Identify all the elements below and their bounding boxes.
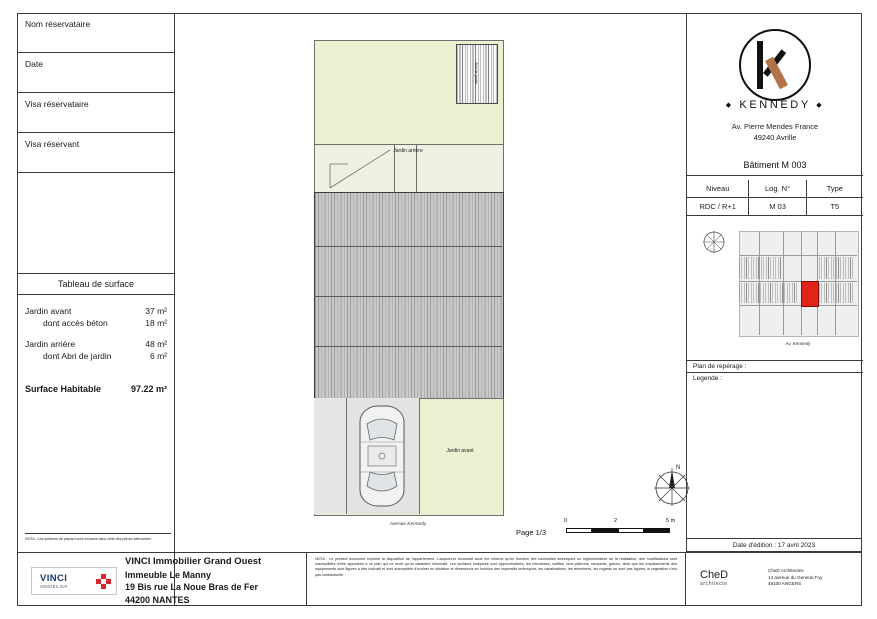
developer-name: VINCI Immobilier Grand Ouest <box>125 556 262 567</box>
street-label: Avenue Kennedy <box>389 522 427 527</box>
highlighted-lot-marker <box>801 281 819 307</box>
field-label: Date <box>25 59 43 69</box>
field-visa-reservant[interactable] <box>17 133 175 173</box>
scale-label-mid: 2 <box>614 518 618 524</box>
field-label: Nom réservataire <box>25 19 91 29</box>
surface-row-value: 6 m² <box>150 351 167 361</box>
location-mini-plan <box>739 223 857 343</box>
field-label: Visa réservataire <box>25 99 89 109</box>
surface-total-label: Surface Habitable <box>25 384 102 394</box>
front-left-strip <box>314 398 347 514</box>
scale-bar <box>566 520 686 540</box>
svg-text:N: N <box>676 465 681 471</box>
vinci-logo <box>31 567 117 595</box>
lot-info-table <box>687 180 863 216</box>
surface-total-row <box>25 384 167 394</box>
architect-name: CheD Architectes <box>768 568 804 573</box>
location-plan-label: Plan de repérage : <box>693 363 747 370</box>
diamond-icon: ◆ <box>725 102 734 110</box>
developer-line-2: 19 Bis rue La Noue Bras de Fer <box>125 582 259 592</box>
cell-logement: M 03 <box>749 198 806 216</box>
surface-table <box>17 273 175 394</box>
field-visa-reservataire[interactable] <box>17 93 175 133</box>
ched-logo-name: CheD <box>700 569 729 581</box>
left-nota-text: NOTA : Les surfaces de placard sont incluses dans celle des pièces attenantes. <box>25 533 171 542</box>
developer-line-1: Immeuble Le Manny <box>125 569 212 580</box>
legal-notice-block <box>307 553 686 606</box>
scale-label-0: 0 <box>564 518 568 524</box>
header-niveau: Niveau <box>687 180 749 198</box>
divider <box>687 372 863 373</box>
table-header-row <box>687 180 863 198</box>
ched-logo-sub: architecte <box>700 581 728 587</box>
vinci-logo-subtext: IMMOBILIER <box>40 584 68 589</box>
field-label: Visa réservant <box>25 139 80 149</box>
scale-label-max: 5 m <box>666 518 676 524</box>
compass-small-icon <box>701 229 727 255</box>
architect-block <box>686 553 862 606</box>
table-row <box>25 317 167 329</box>
legend-label: Legende : <box>693 375 722 382</box>
front-garden-label: Jardin avant <box>446 448 474 454</box>
floor-plan-drawing <box>306 40 502 527</box>
table-row <box>25 338 167 350</box>
address-line-1: Av. Pierre Mendes France <box>731 122 819 131</box>
building-title: Bâtiment M 003 <box>687 160 863 176</box>
project-name-text: KENNEDY <box>739 99 811 111</box>
developer-line-3: 44200 NANTES <box>125 594 190 605</box>
project-address <box>687 121 863 143</box>
project-name <box>687 99 863 111</box>
edition-date: Date d'édition : 17 avril 2023 <box>686 538 862 552</box>
surface-table-title: Tableau de surface <box>17 273 175 295</box>
page-number: Page 1/3 <box>516 528 547 537</box>
surface-row-value: 48 m² <box>145 339 167 349</box>
address-line-2: 49240 Avrille <box>753 133 797 142</box>
field-date[interactable] <box>17 53 175 93</box>
building-divider-1 <box>314 246 502 247</box>
surface-row-label: Jardin avant <box>25 306 72 316</box>
surface-total-value: 97.22 m² <box>130 384 167 394</box>
vinci-logo-text: VINCI <box>40 573 68 584</box>
cell-type: T5 <box>806 198 863 216</box>
table-row <box>25 350 167 362</box>
table-row <box>25 305 167 317</box>
location-plan-zone <box>687 213 863 382</box>
mini-plan-road-label: Av. Kennedy <box>785 341 811 346</box>
left-panel <box>17 13 175 606</box>
architect-line-2: 14 avenue du General Foy <box>768 574 823 580</box>
ched-logo <box>700 569 728 587</box>
architect-address <box>768 568 822 588</box>
field-nom-reservataire[interactable] <box>17 13 175 53</box>
vinci-dots-icon <box>96 574 110 588</box>
kennedy-logo-icon <box>733 29 817 105</box>
surface-row-value: 37 m² <box>145 306 167 316</box>
divider <box>687 360 863 361</box>
header-logement: Log. N° <box>749 180 806 198</box>
garden-shed-label: Abri de jardin <box>474 61 478 85</box>
car-symbol <box>354 402 410 510</box>
surface-row-label: Jardin arrière <box>25 339 76 349</box>
surface-row-label: dont Abri de jardin <box>43 351 112 361</box>
surface-row-label: dont accès béton <box>43 318 108 328</box>
title-block-panel <box>686 13 862 552</box>
building-divider-2 <box>314 296 502 297</box>
surface-row-value: 18 m² <box>145 318 167 328</box>
cell-niveau: RDC / R+1 <box>687 198 749 216</box>
developer-address <box>125 556 261 606</box>
rear-garden-label: Jardin arrière <box>393 148 423 154</box>
developer-block <box>17 553 307 606</box>
diamond-icon: ◆ <box>816 102 825 110</box>
footer-band <box>17 542 862 606</box>
building-divider-3 <box>314 346 502 347</box>
legal-notice-text: NOTA : Le present document exprime la disposition de l'appartement. L'acquereur reconnait avoir ete informe qu'en fonction des necessites techniques ou reglementaires de la realisation, des modifications sont susceptibles d'etre apportees a ce plan qui ne revet qu'un caractere informatif. Les surfaces indiquees sont approximatives; les retombees, soffites, faux-plafonds, rampants, gaines, ainsi que les emplacements des equipements sont figures a titre indicatif et sont susceptible d'evoluer en situation et dimensions en fonction des imperatifs techniques; les canalisations, les retombees, les regards ne sont pas figures; la vegetation n'est pas contractuelle. <box>315 557 677 577</box>
architect-line-3: 49100 ANGERS <box>768 581 802 587</box>
header-type: Type <box>806 180 863 198</box>
